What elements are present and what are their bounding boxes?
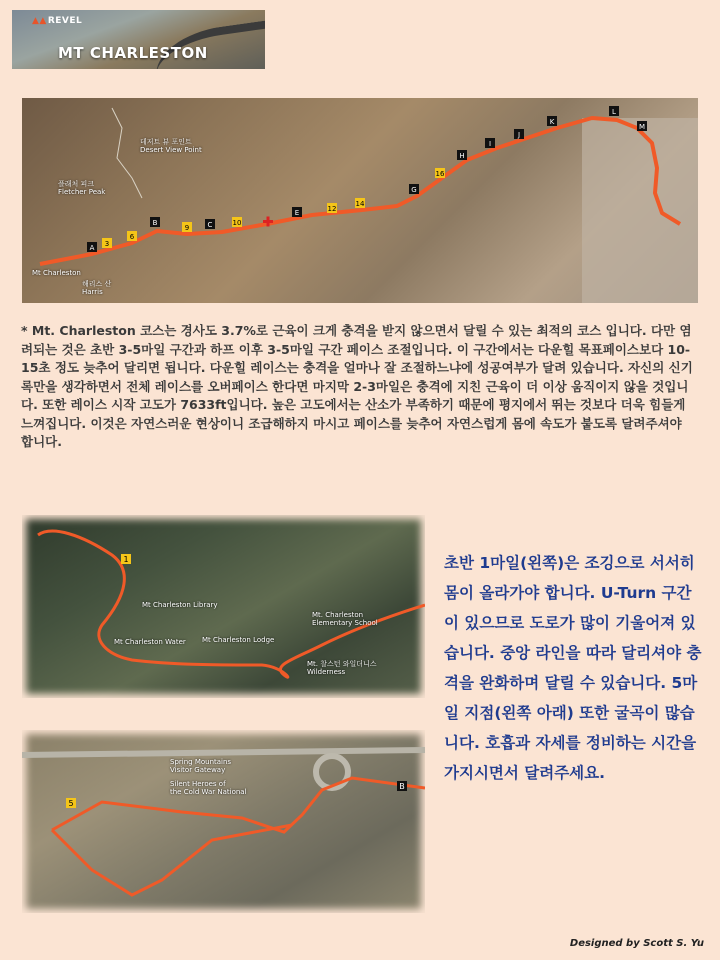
first-mile-route-line bbox=[38, 531, 425, 677]
course-route-svg bbox=[22, 98, 698, 303]
course-marker-label: K bbox=[549, 118, 555, 126]
course-marker-label: G bbox=[411, 186, 417, 194]
revel-logo: ▲▲REVEL bbox=[32, 16, 83, 26]
course-marker-label: 9 bbox=[184, 224, 190, 232]
course-marker-label: 6 bbox=[129, 233, 135, 241]
course-marker-label: 12 bbox=[327, 205, 337, 213]
mile-marker-1-label: 1 bbox=[123, 555, 129, 564]
course-marker-label: 10 bbox=[232, 219, 242, 227]
label-visitor-gateway: Spring Mountains Visitor Gateway bbox=[170, 758, 232, 774]
course-marker-label: H bbox=[459, 152, 465, 160]
course-marker-label: M bbox=[638, 123, 646, 131]
course-marker-label: I bbox=[488, 140, 492, 148]
course-marker-label: E bbox=[294, 209, 300, 217]
course-marker-label: B bbox=[152, 219, 158, 227]
mile-five-map bbox=[22, 730, 425, 913]
label-elementary-school: Mt. Charleston Elementary School bbox=[312, 611, 378, 627]
banner-title: MT CHARLESTON bbox=[58, 44, 208, 62]
course-marker-label: 3 bbox=[104, 240, 110, 248]
first-mile-map bbox=[22, 515, 425, 698]
label-library: Mt Charleston Library bbox=[142, 601, 218, 609]
side-road bbox=[112, 108, 142, 198]
course-marker-label: A bbox=[89, 244, 95, 252]
revel-logo-mark-icon: ▲▲ bbox=[32, 16, 47, 26]
label-wilderness: Mt. 찰스턴 와일더니스 Wilderness bbox=[307, 660, 377, 676]
label-silent-heroes: Silent Heroes of the Cold War National bbox=[170, 780, 247, 796]
course-marker-label: L bbox=[612, 108, 616, 116]
course-map bbox=[22, 98, 698, 303]
roundabout bbox=[316, 756, 348, 788]
label-mt-charleston: Mt Charleston bbox=[32, 269, 81, 277]
label-fletcher-peak: 플래처 피크 Fletcher Peak bbox=[58, 180, 106, 196]
town-area bbox=[582, 118, 698, 303]
label-water: Mt Charleston Water bbox=[114, 638, 186, 646]
course-marker-label: C bbox=[207, 221, 213, 229]
label-lodge: Mt Charleston Lodge bbox=[202, 636, 275, 644]
course-marker-label: 16 bbox=[435, 170, 445, 178]
label-desert-view-point: 데저트 뷰 포인트 Desert View Point bbox=[140, 138, 202, 154]
course-tips-text: 초반 1마일(왼쪽)은 조깅으로 서서히 몸이 올라가야 합니다. U-Turn 구간이 있으므로 도로가 많이 기울어져 있습니다. 중앙 라인을 따라 달리셔야 충격을 완화하며 달릴 수 있습니다. 5마일 지점(왼쪽 아래) 또한 굴곡이 많습니다. 호흡과 자세를 정비하는 시간을 가지시면서 달려주세요. bbox=[444, 554, 702, 782]
course-marker-label: J bbox=[517, 131, 521, 139]
course-description: * Mt. Charleston 코스는 경사도 3.7%로 근육이 크게 충격을 받지 않으면서 달릴 수 있는 최적의 코스 입니다. 다만 염려되는 것은 초반 3-5마일 구간과 하프 이후 3-5마일 구간 페이스 조절입니다. 이 구간에서는 다운힐 목표페이스보다 10-15초 정도 늦추어 달리면 됩니다. 다운힐 레이스는 충격을 얼마나 잘 조절하느냐에 성공여부가 달려 있습니다. 자신의 신기록만을 생각하면서 전체 레이스를 오버페이스 한다면 마지막 2-3마일은 충격에 지친 근육이 더 이상 움직이지 않을 것입니다. 또한 레이스 시작 고도가 7633ft입니다. 높은 고도에서는 산소가 부족하기 때문에 평지에서 뛰는 것보다 더욱 힘들게 느껴집니다. 이것은 자연스러운 현상이니 조급해하지 마시고 페이스를 늦추어 자연스럽게 몸에 속도가 붙도록 달려주셔야 합니다. bbox=[21, 323, 693, 449]
label-harris: 해리스 산 Harris bbox=[82, 280, 112, 296]
course-marker-b-label: B bbox=[399, 782, 405, 791]
mile-marker-5-label: 5 bbox=[68, 799, 74, 808]
highway bbox=[22, 750, 425, 755]
course-marker-label: 14 bbox=[355, 200, 365, 208]
course-banner bbox=[12, 10, 265, 69]
designer-credit: Designed by Scott S. Yu bbox=[569, 938, 704, 949]
